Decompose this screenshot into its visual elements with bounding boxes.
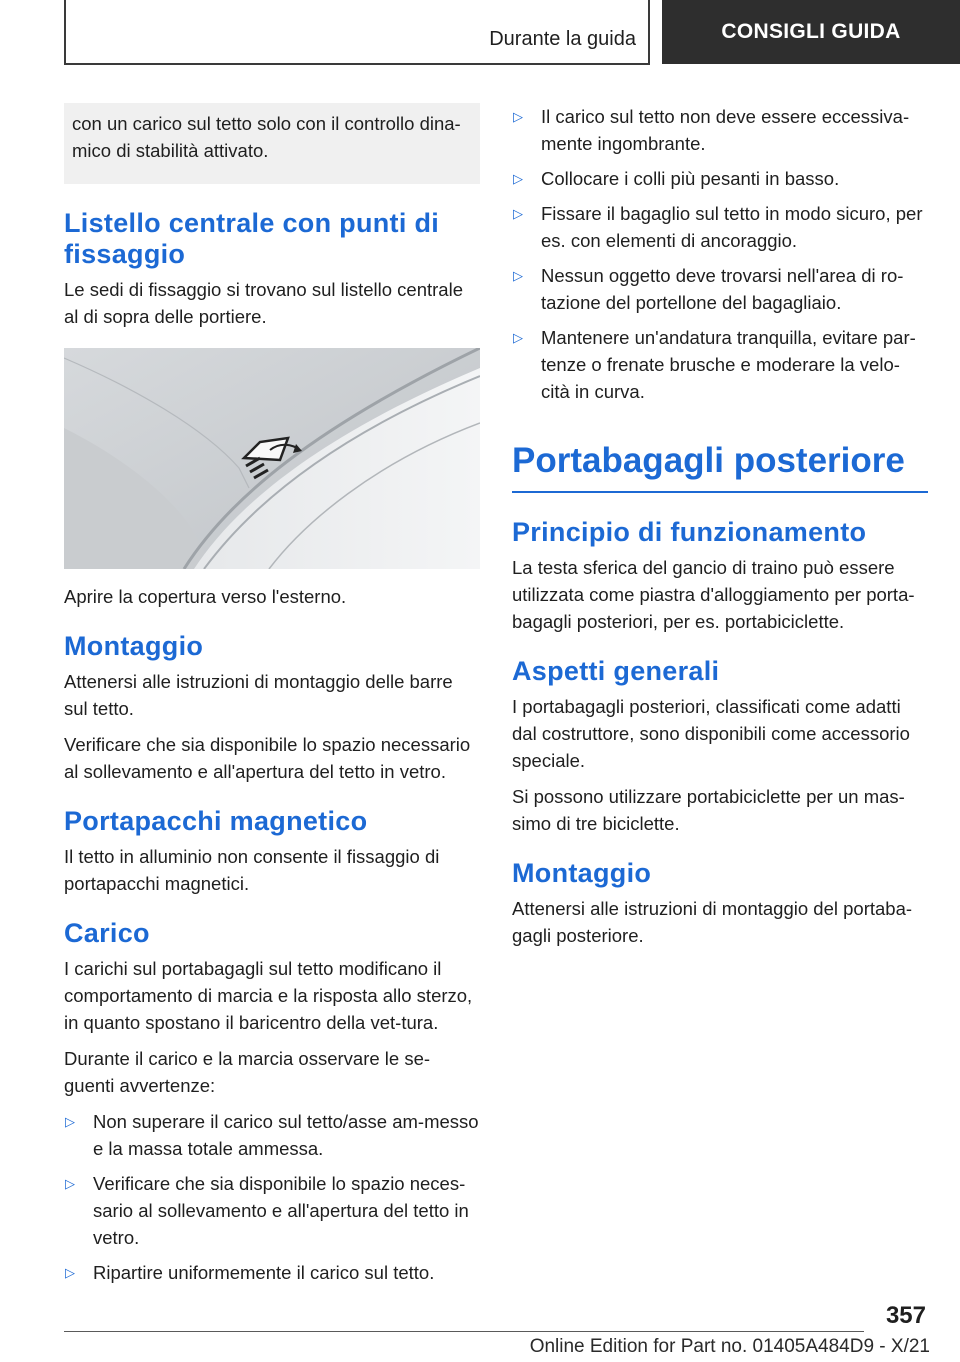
portapacchi-text: Il tetto in alluminio non consente il fissaggio di portapacchi magnetici. — [64, 846, 440, 894]
chapter-heading-portabagagli: Portabagagli posteriore — [512, 441, 928, 493]
header-separator — [648, 0, 650, 64]
carico-list-continued — [512, 103, 928, 405]
triangle-right-icon: ▷ — [513, 109, 523, 124]
principio-text: La testa sferica del gancio di traino può essere utilizzata come piastra d'alloggiamento per porta-bagagli posteriori, per es. portabiciclette. — [512, 557, 915, 632]
listello-text: Le sedi di fissaggio si trovano sul listello centrale al di sopra delle portiere. — [64, 279, 463, 327]
triangle-right-icon: ▷ — [513, 268, 523, 283]
page-number: 357 — [885, 1302, 926, 1329]
list-item: ▷ Il carico sul tetto non deve essere eccessiva-mente ingombrante. — [512, 103, 928, 157]
heading-portapacchi: Portapacchi magnetico — [64, 806, 368, 836]
list-item: ▷ Mantenere un'andatura tranquilla, evitare par-tenze o frenate brusche e moderare la velo-cità in curva. — [512, 324, 928, 405]
header-section-title: Durante la guida — [489, 28, 636, 50]
right-column — [512, 103, 928, 958]
continued-note: con un carico sul tetto solo con il controllo dina-mico di stabilità attivato. — [64, 103, 480, 184]
montaggio-p1: Attenersi alle istruzioni di montaggio delle barre sul tetto. — [64, 671, 453, 719]
header-border-left — [64, 0, 66, 64]
roof-rail-photo — [64, 348, 480, 569]
header-chapter-tab: CONSIGLI GUIDA — [662, 0, 960, 64]
left-column — [64, 103, 480, 1294]
heading-montaggio-posteriore: Montaggio — [512, 858, 652, 888]
list-item: ▷ Nessun oggetto deve trovarsi nell'area di ro-tazione del portellone del bagagliaio. — [512, 262, 928, 316]
footer-edition: Online Edition for Part no. 01405A484D9 - X/21 — [529, 1336, 930, 1357]
aspetti-p1: I portabagagli posteriori, classificati come adatti dal costruttore, sono disponibili come accessorio speciale. — [512, 696, 910, 771]
triangle-right-icon: ▷ — [513, 206, 523, 221]
header-border-bottom — [64, 63, 650, 65]
carico-p2: Durante il carico e la marcia osservare le se-guenti avvertenze: — [64, 1048, 431, 1096]
heading-principio: Principio di funzionamento — [512, 517, 867, 547]
list-item: ▷ Non superare il carico sul tetto/asse am-messo e la massa totale ammessa. — [64, 1108, 480, 1162]
list-item: ▷ Ripartire uniformemente il carico sul tetto. — [64, 1259, 480, 1286]
aspetti-p2: Si possono utilizzare portabiciclette per un mas-simo di tre biciclette. — [512, 786, 905, 834]
footer-divider — [64, 1331, 864, 1332]
heading-listello: Listello centrale con punti di fissaggio — [64, 208, 440, 269]
list-item: ▷ Fissare il bagaglio sul tetto in modo sicuro, per es. con elementi di ancoraggio. — [512, 200, 928, 254]
carico-p1: I carichi sul portabagagli sul tetto modificano il comportamento di marcia e la risposta allo sterzo, in quanto spostano il baricentro della vet-tura. — [64, 958, 473, 1033]
heading-carico: Carico — [64, 918, 150, 948]
triangle-right-icon: ▷ — [513, 330, 523, 345]
triangle-right-icon: ▷ — [65, 1265, 75, 1280]
list-item: ▷ Verificare che sia disponibile lo spazio neces-sario al sollevamento e all'apertura del tetto in vetro. — [64, 1170, 480, 1251]
triangle-right-icon: ▷ — [65, 1114, 75, 1129]
triangle-right-icon: ▷ — [513, 171, 523, 186]
triangle-right-icon: ▷ — [65, 1176, 75, 1191]
heading-montaggio: Montaggio — [64, 631, 204, 661]
photo-caption: Aprire la copertura verso l'esterno. — [64, 586, 347, 607]
heading-aspetti: Aspetti generali — [512, 656, 720, 686]
montaggio-posteriore-text: Attenersi alle istruzioni di montaggio del portaba-gagli posteriore. — [512, 898, 913, 946]
list-item: ▷ Collocare i colli più pesanti in basso. — [512, 165, 928, 192]
carico-list — [64, 1108, 480, 1286]
montaggio-p2: Verificare che sia disponibile lo spazio necessario al sollevamento e all'apertura del tetto in vetro. — [64, 734, 471, 782]
